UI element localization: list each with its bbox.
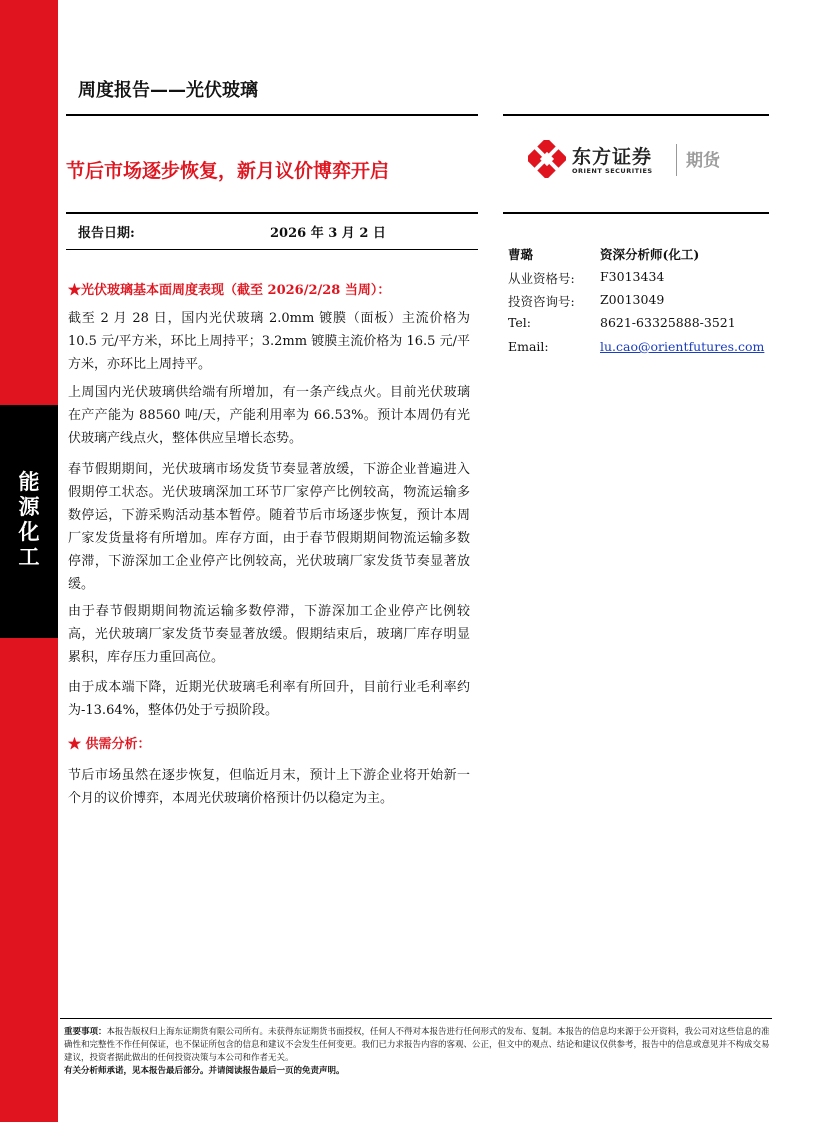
analyst-row-value: 8621-63325888-3521	[600, 315, 736, 330]
section-heading-fundamentals: ★光伏玻璃基本面周度表现（截至 2026/2/28 当周）：	[68, 283, 391, 298]
headline: 节后市场逐步恢复，新月议价博弈开启	[66, 160, 390, 182]
logo-mark-icon	[528, 140, 566, 178]
analyst-row-label: 投资咨询号:	[508, 294, 575, 309]
company-logo	[528, 140, 768, 180]
sector-char: 能	[18, 470, 40, 494]
disclaimer-label: 重要事项：	[64, 1027, 107, 1037]
logo-company-name: 东方证券	[572, 146, 653, 168]
disclaimer-footer: 有关分析师承诺，见本报告最后部分。并请阅读报告最后一页的免责声明。	[64, 1066, 345, 1076]
paragraph-inventory: 由于春节假期期间物流运输多数停滞，下游深加工企业停产比例较高，光伏玻璃厂家发货节奏显著放缓。假期结束后，玻璃厂库存明显累积，库存压力重回高位。	[68, 604, 470, 665]
paragraph-supply: 上周国内光伏玻璃供给端有所增加，有一条产线点火。目前光伏玻璃在产产能为 88560 吨/天，产能利用率为 66.53%。预计本周仍有光伏玻璃产线点火，整体供应呈增长态势。	[68, 385, 470, 446]
sector-char: 源	[18, 495, 40, 519]
paragraph-shipment: 春节假期期间，光伏玻璃市场发货节奏显著放缓，下游企业普遍进入假期停工状态。光伏玻璃深加工环节厂家停产比例较高，物流运输多数停运，下游采购活动基本暂停。随着节后市场逐步恢复，预计本周厂家发货量将有所增加。库存方面，由于春节假期期间物流运输多数停滞，下游深加工企业停产比例较高，光伏玻璃厂家发货节奏显著放缓。	[68, 462, 470, 592]
analyst-row-value: Z0013049	[600, 292, 665, 307]
sector-label	[0, 470, 58, 570]
analyst-row-value: F3013434	[600, 269, 665, 284]
disclaimer	[64, 1026, 772, 1078]
sector-char: 化	[18, 520, 40, 544]
paragraph-margin: 由于成本端下降，近期光伏玻璃毛利率有所回升，目前行业毛利率约为-13.64%，整体仍处于亏损阶段。	[68, 680, 470, 718]
report-date-label: 报告日期:	[78, 226, 135, 241]
header-rule-left	[66, 114, 478, 116]
disclaimer-text: 本报告版权归上海东证期货有限公司所有。未获得东证期货书面授权，任何人不得对本报告进行任何形式的发布、复制。本报告的信息均来源于公开资料，我公司对这些信息的准确性和完整性不作任何保证，也不保证所包含的信息和建议不会发生任何变更。我们已力求报告内容的客观、公正，但文中的观点、结论和建议仅供参考，报告中的信息或意见并不构成交易建议，投资者据此做出的任何投资决策与本公司和作者无关。	[64, 1027, 770, 1063]
section-heading-supply-demand: ★ 供需分析：	[68, 737, 151, 752]
analyst-title: 资深分析师(化工)	[600, 247, 700, 262]
analyst-email-link[interactable]: lu.cao@orientfutures.com	[600, 339, 765, 354]
analyst-row-label: Tel:	[508, 315, 531, 330]
report-type-title: 周度报告——光伏玻璃	[78, 80, 258, 101]
paragraph-price: 截至 2 月 28 日，国内光伏玻璃 2.0mm 镀膜（面板）主流价格为 10.5 元/平方米，环比上周持平；3.2mm 镀膜主流价格为 16.5 元/平方米，亦环比上周持平。	[68, 311, 470, 372]
date-rule-top	[66, 212, 478, 214]
date-rule-bottom	[66, 249, 478, 250]
analyst-row-label: Email:	[508, 339, 549, 354]
logo-divider	[676, 144, 677, 176]
analyst-name: 曹璐	[508, 247, 534, 262]
report-date-value: 2026 年 3 月 2 日	[270, 226, 386, 241]
logo-company-name-en: ORIENT SECURITIES	[572, 167, 653, 175]
disclaimer-rule	[60, 1018, 772, 1019]
header-rule-right	[503, 114, 769, 116]
analyst-row-label: 从业资格号:	[508, 271, 575, 286]
logo-futures-label: 期货	[686, 151, 720, 171]
analyst-rule-top	[503, 212, 769, 214]
paragraph-outlook: 节后市场虽然在逐步恢复，但临近月末，预计上下游企业将开始新一个月的议价博弈，本周光伏玻璃价格预计仍以稳定为主。	[68, 768, 470, 806]
sector-char: 工	[18, 545, 40, 569]
